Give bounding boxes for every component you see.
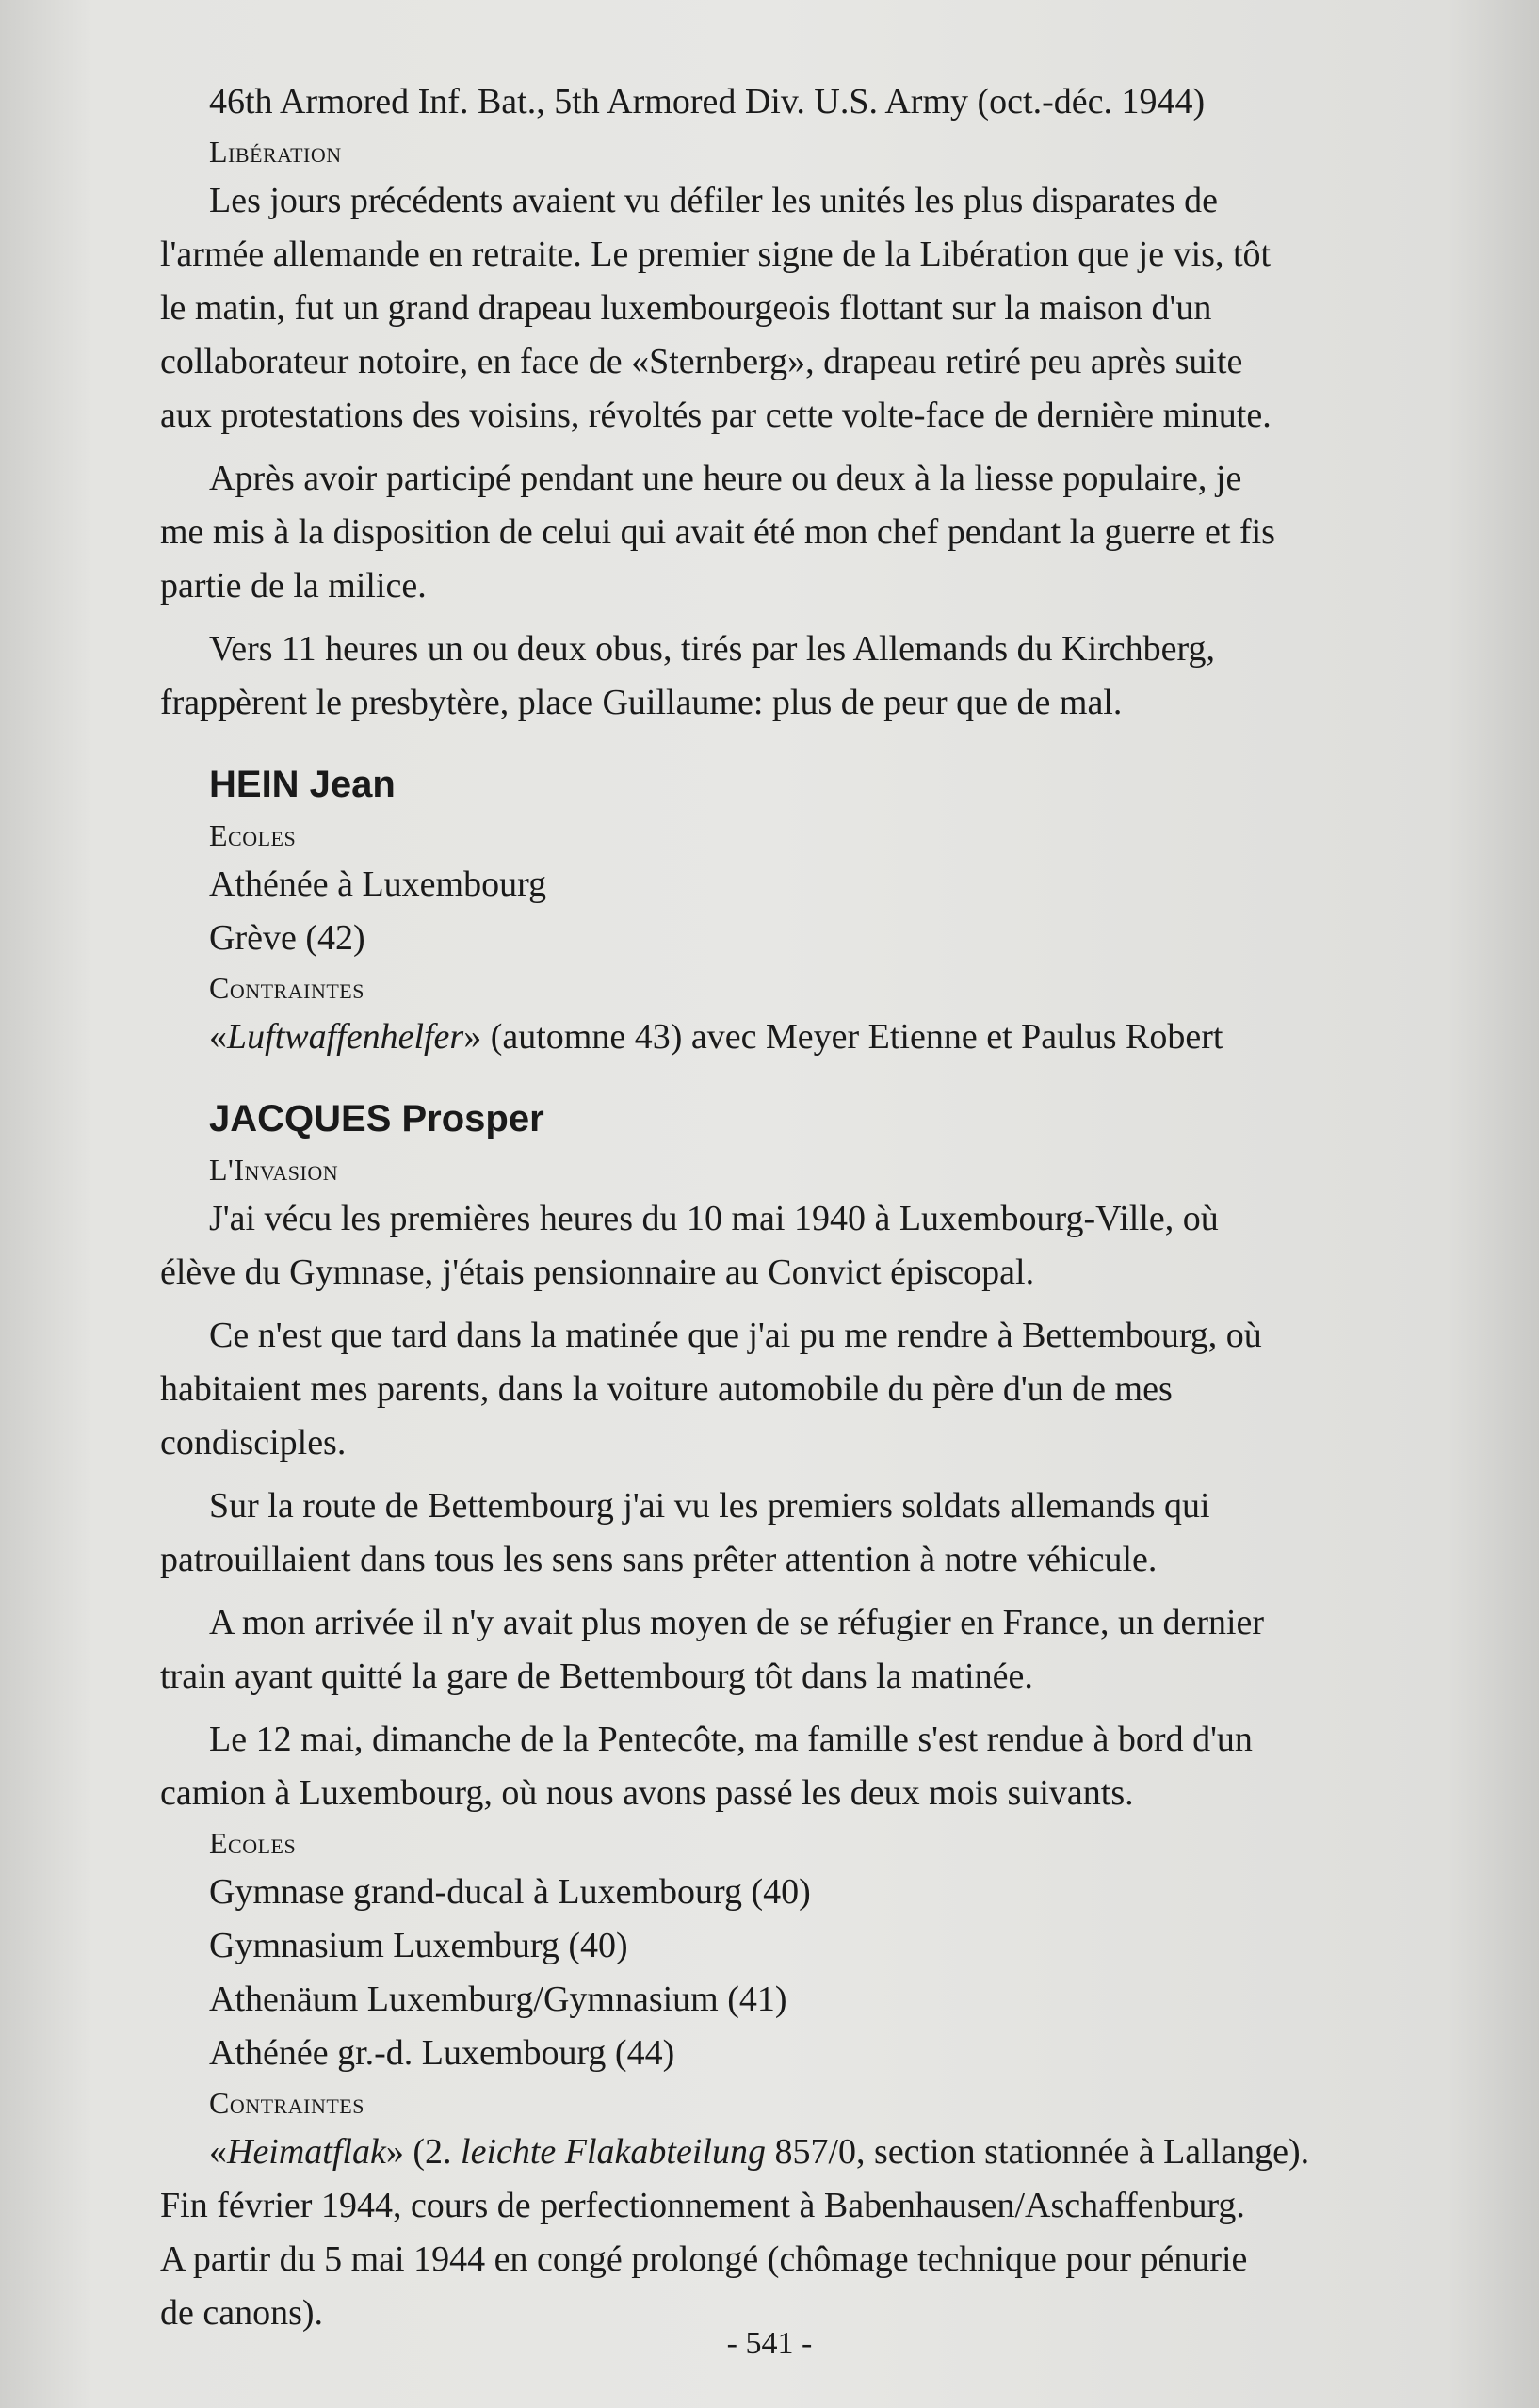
person-heading-hein: HEIN Jean <box>209 764 396 805</box>
person-heading-jacques: JACQUES Prosper <box>209 1098 544 1139</box>
italic-term: leichte Flakabteilung <box>461 2132 766 2172</box>
section-label-ecoles: Ecoles <box>209 818 297 852</box>
text-line: A partir du 5 mai 1944 en congé prolongé (chômage technique pour pénurie <box>160 2239 1248 2279</box>
text-line: train ayant quitté la gare de Bettembourg tôt dans la matinée. <box>160 1657 1033 1696</box>
quote-open: « <box>209 2132 227 2172</box>
list-item <box>160 2125 1498 2179</box>
text-line: J'ai vécu les premières heures du 10 mai 1940 à Luxembourg-Ville, où <box>209 1199 1219 1238</box>
text-rest: » (automne 43) avec Meyer Etienne et Paulus Robert <box>463 1017 1223 1057</box>
text-mid: » (2. <box>385 2132 462 2172</box>
text-line: me mis à la disposition de celui qui avait été mon chef pendant la guerre et fis <box>160 512 1275 552</box>
text-line: Ce n'est que tard dans la matinée que j'ai pu me rendre à Bettembourg, où <box>209 1316 1262 1355</box>
text-line: élève du Gymnase, j'étais pensionnaire au Convict épiscopal. <box>160 1252 1035 1292</box>
text-line: Après avoir participé pendant une heure ou deux à la liesse populaire, je <box>209 459 1242 498</box>
section-label-contraintes: Contraintes <box>209 2086 364 2120</box>
text-line: Vers 11 heures un ou deux obus, tirés par les Allemands du Kirchberg, <box>209 629 1216 669</box>
page-text <box>160 75 1498 2340</box>
italic-term: Heimatflak <box>227 2132 386 2172</box>
text-line: l'armée allemande en retraite. Le premier signe de la Libération que je vis, tôt <box>160 234 1272 274</box>
text-line: condisciples. <box>160 1423 347 1463</box>
text-line: Le 12 mai, dimanche de la Pentecôte, ma famille s'est rendue à bord d'un <box>209 1720 1253 1759</box>
text-line: Sur la route de Bettembourg j'ai vu les premiers soldats allemands qui <box>209 1486 1210 1526</box>
text-line: habitaient mes parents, dans la voiture automobile du père d'un de mes <box>160 1369 1173 1409</box>
section-label-liberation: Libération <box>209 135 342 169</box>
text-line: aux protestations des voisins, révoltés par cette volte-face de dernière minute. <box>160 396 1272 435</box>
list-item: Athénée gr.-d. Luxembourg (44) <box>209 2033 675 2073</box>
unit-line: 46th Armored Inf. Bat., 5th Armored Div. U.S. Army (oct.-déc. 1944) <box>209 82 1206 121</box>
italic-term: Luftwaffenhelfer <box>227 1017 464 1057</box>
section-label-invasion: L'Invasion <box>209 1153 339 1187</box>
list-item: Athénée à Luxembourg <box>209 865 547 904</box>
text-line: le matin, fut un grand drapeau luxembourgeois flottant sur la maison d'un <box>160 288 1212 328</box>
list-item: Gymnase grand-ducal à Luxembourg (40) <box>209 1872 811 1912</box>
text-line: collaborateur notoire, en face de «Sternberg», drapeau retiré peu après suite <box>160 342 1243 381</box>
text-line: A mon arrivée il n'y avait plus moyen de se réfugier en France, un dernier <box>209 1603 1265 1642</box>
text-line: frappèrent le presbytère, place Guillaume: plus de peur que de mal. <box>160 683 1123 722</box>
text-rest: 857/0, section stationnée à Lallange). <box>765 2132 1310 2172</box>
text-line: Les jours précédents avaient vu défiler les unités les plus disparates de <box>209 181 1219 220</box>
text-line: camion à Luxembourg, où nous avons passé les deux mois suivants. <box>160 1773 1134 1813</box>
list-item: Athenäum Luxemburg/Gymnasium (41) <box>209 1980 787 2019</box>
text-line: de canons). <box>160 2293 324 2333</box>
text-line: patrouillaient dans tous les sens sans prêter attention à notre véhicule. <box>160 1540 1158 1579</box>
text-line: Fin février 1944, cours de perfectionnement à Babenhausen/Aschaffenburg. <box>160 2186 1245 2225</box>
list-item <box>160 1010 1498 1064</box>
page-number: - 541 - <box>726 2326 813 2361</box>
section-label-contraintes: Contraintes <box>209 971 364 1005</box>
section-label-ecoles: Ecoles <box>209 1826 297 1860</box>
text-line: partie de la milice. <box>160 566 427 606</box>
list-item: Gymnasium Luxemburg (40) <box>209 1926 628 1965</box>
list-item: Grève (42) <box>209 918 365 958</box>
quote-open: « <box>209 1017 227 1057</box>
